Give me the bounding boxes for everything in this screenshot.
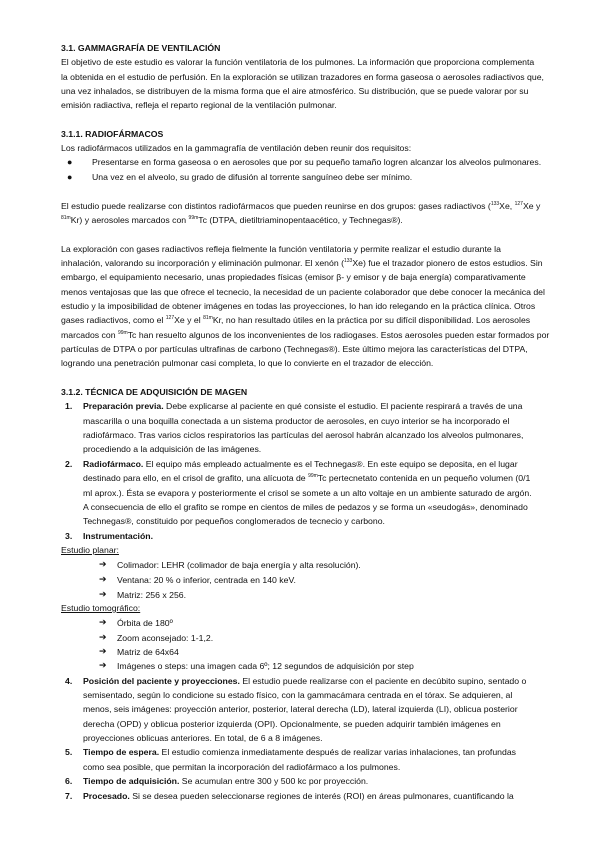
sub-list-item: Órbita de 180º [117, 618, 173, 628]
paragraph-line: El objetivo de este estudio es valorar la función ventilatoria de los pulmones. La información que proporciona complementa [61, 57, 535, 67]
subsection-title: 3.1.1. RADIOFÁRMACOS [61, 129, 164, 139]
list-item-line: ml aprox.). Ésta se evapora y posteriormente el crisol se somete a un alto voltaje en un ambiente saturado de argón. [83, 488, 532, 498]
sub-list-item: Matriz: 256 x 256. [117, 590, 187, 600]
list-item: Preparación previa. Debe explicarse al paciente en qué consiste el estudio. El paciente respirará a través de una [83, 401, 523, 411]
paragraph-line: logrando una penetración pulmonar casi completa, lo que lo convierte en el trazador de elección. [61, 358, 434, 368]
arrow-icon: ➔ [99, 617, 107, 627]
paragraph-line: embargo, el equipamiento necesario, unas propiedades físicas (emisor β- y emisor γ de baja energía) comparativamente [61, 272, 526, 282]
arrow-icon: ➔ [99, 646, 107, 656]
list-number: 7. [65, 791, 73, 801]
list-item-line: menos, seis imágenes: proyección anterior, posterior, lateral derecha (LD), lateral izquierda (LI), oblicua posterior [83, 704, 518, 714]
arrow-icon: ➔ [99, 574, 107, 584]
paragraph-line: $^{81m}$Kr) y aerosoles marcados con $^{99m}$Tc (DTPA, dietiltriaminopentaacético, y Technegas®). [61, 215, 403, 225]
arrow-icon: ➔ [99, 589, 107, 599]
paragraph-line: emisión radiactiva, refleja el reparto regional de la ventilación pulmonar. [61, 100, 337, 110]
list-item: Presentarse en forma gaseosa o en aerosoles que por su pequeño tamaño logren alcanzar los alveolos pulmonares. [92, 157, 542, 167]
paragraph-line: Los radiofármacos utilizados en la gammagrafía de ventilación deben reunir dos requisitos: [61, 143, 412, 153]
list-item-line: radiofármaco. Tras varios ciclos respiratorios las partículas del aerosol habrán alcanzado los alveolos pulmonares, [83, 430, 524, 440]
bullet-icon: ● [67, 172, 73, 182]
list-item-line: A consecuencia de ello el grafito se rompe en cientos de miles de pedazos y se forma un «seudogás», denominado [83, 502, 528, 512]
list-item: Posición del paciente y proyecciones. El estudio puede realizarse con el paciente en decúbito supino, sentado o [83, 676, 527, 686]
arrow-icon: ➔ [99, 660, 107, 670]
list-number: 5. [65, 747, 73, 757]
planar-study-title: Estudio planar: [61, 545, 119, 555]
list-item: Tiempo de espera. El estudio comienza inmediatamente después de realizar varias inhalaciones, tan profundas [83, 747, 517, 757]
list-item: Tiempo de adquisición. Se acumulan entre 300 y 500 kc por proyección. [83, 776, 369, 786]
list-item-line: mascarilla o una boquilla conectada a un sistema productor de aerosoles, en cuyo interior se ha incorporado el [83, 416, 510, 426]
paragraph-line: partículas de DTPA o por partículas ultrafinas de carbono (Technegas®). Este último mejora las características del DTPA, [61, 344, 528, 354]
list-number: 3. [65, 531, 73, 541]
list-item: Una vez en el alveolo, su grado de difusión al torrente sanguíneo debe ser mínimo. [92, 172, 413, 182]
list-number: 2. [65, 459, 73, 469]
paragraph-line: estudio y la imposibilidad de obtener imágenes en todas las proyecciones, lo han ido relegando en la práctica clínica. Otros [61, 301, 536, 311]
sub-list-item: Imágenes o steps: una imagen cada 6º; 12 segundos de adquisición por step [117, 661, 414, 671]
paragraph-line: menos ventajosas que las que ofrece el tecnecio, la necesidad de un paciente colaborador que debe conocer la mecánica del [61, 287, 545, 297]
list-item-line: derecha (OPD) y oblicua posterior izquierda (OPI). Opcionalmente, se pueden adquirir también imágenes en [83, 719, 501, 729]
list-item-line: destinado para ello, en el crisol de grafito, una alícuota de $^{99m}$Tc pertecnetato contenida en un pequeño volumen (0/1 [83, 473, 531, 483]
subsection-title: 3.1.2. TÉCNICA DE ADQUISICIÓN DE MAGEN [61, 387, 248, 397]
sub-list-item: Ventana: 20 % o inferior, centrada en 140 keV. [117, 575, 296, 585]
sub-list-item: Matriz de 64x64 [117, 647, 179, 657]
paragraph-line: inhalación, valorando su incorporación y eliminación pulmonar. El xenón ($^{133}$Xe) fue el trazador pionero de estos estudios. Sin [61, 258, 543, 268]
arrow-icon: ➔ [99, 559, 107, 569]
arrow-icon: ➔ [99, 632, 107, 642]
list-number: 4. [65, 676, 73, 686]
list-item-line: proyecciones oblicuas anteriores. En total, de 6 a 8 imágenes. [83, 733, 323, 743]
list-item: Radiofármaco. El equipo más empleado actualmente es el Technegas®. En este equipo se deposita, en el lugar [83, 459, 518, 469]
list-item-line: procediendo a la adquisición de las imágenes. [83, 444, 262, 454]
list-number: 6. [65, 776, 73, 786]
bullet-icon: ● [67, 157, 73, 167]
paragraph-line: La exploración con gases radiactivos refleja fielmente la función ventilatoria y permite realizar el estudio durante la [61, 244, 501, 254]
list-item-line: como sea posible, que permitan la incorporación del radiofármaco a los pulmones. [83, 762, 401, 772]
tomographic-study-title: Estudio tomográfico: [61, 603, 141, 613]
paragraph-line: la obtenida en el estudio de perfusión. En la exploración se utilizan trazadores en forma gaseosa o aerosoles radiactivos que, [61, 72, 544, 82]
sub-list-item: Zoom aconsejado: 1-1,2. [117, 633, 214, 643]
list-item: Procesado. Si se desea pueden seleccionarse regiones de interés (ROI) en áreas pulmonares, cuantificando la [83, 791, 514, 801]
list-number: 1. [65, 401, 73, 411]
paragraph-line: marcados con $^{99m}$Tc han resuelto algunos de los inconvenientes de los radiogases. Estos aerosoles pueden estar formados por [61, 330, 550, 340]
list-item-line: Technegas®, constituido por pequeños conglomerados de tecnecio y carbono. [83, 516, 385, 526]
paragraph-line: El estudio puede realizarse con distintos radiofármacos que pueden reunirse en dos grupos: gases radiactivos ($^{133}$Xe, $^{127}$Xe y [61, 201, 541, 211]
list-item: Instrumentación. [83, 531, 153, 541]
sub-list-item: Colimador: LEHR (colimador de baja energía y alta resolución). [117, 560, 361, 570]
paragraph-line: gases radiactivos, como el $^{127}$Xe y el $^{81m}$Kr, no han resultado útiles en la práctica por su difícil disponibilidad. Los aerosoles [61, 315, 531, 325]
list-item-line: semisentado, según lo condicione su estado físico, con la gammacámara centrada en el tórax. Se adquieren, al [83, 690, 513, 700]
paragraph-line: una vez inhalados, se distribuyen de la misma forma que el aire atmosférico. Su distribución, que se puede valorar por su [61, 86, 529, 96]
section-title: 3.1. GAMMAGRAFÍA DE VENTILACIÓN [61, 43, 221, 53]
